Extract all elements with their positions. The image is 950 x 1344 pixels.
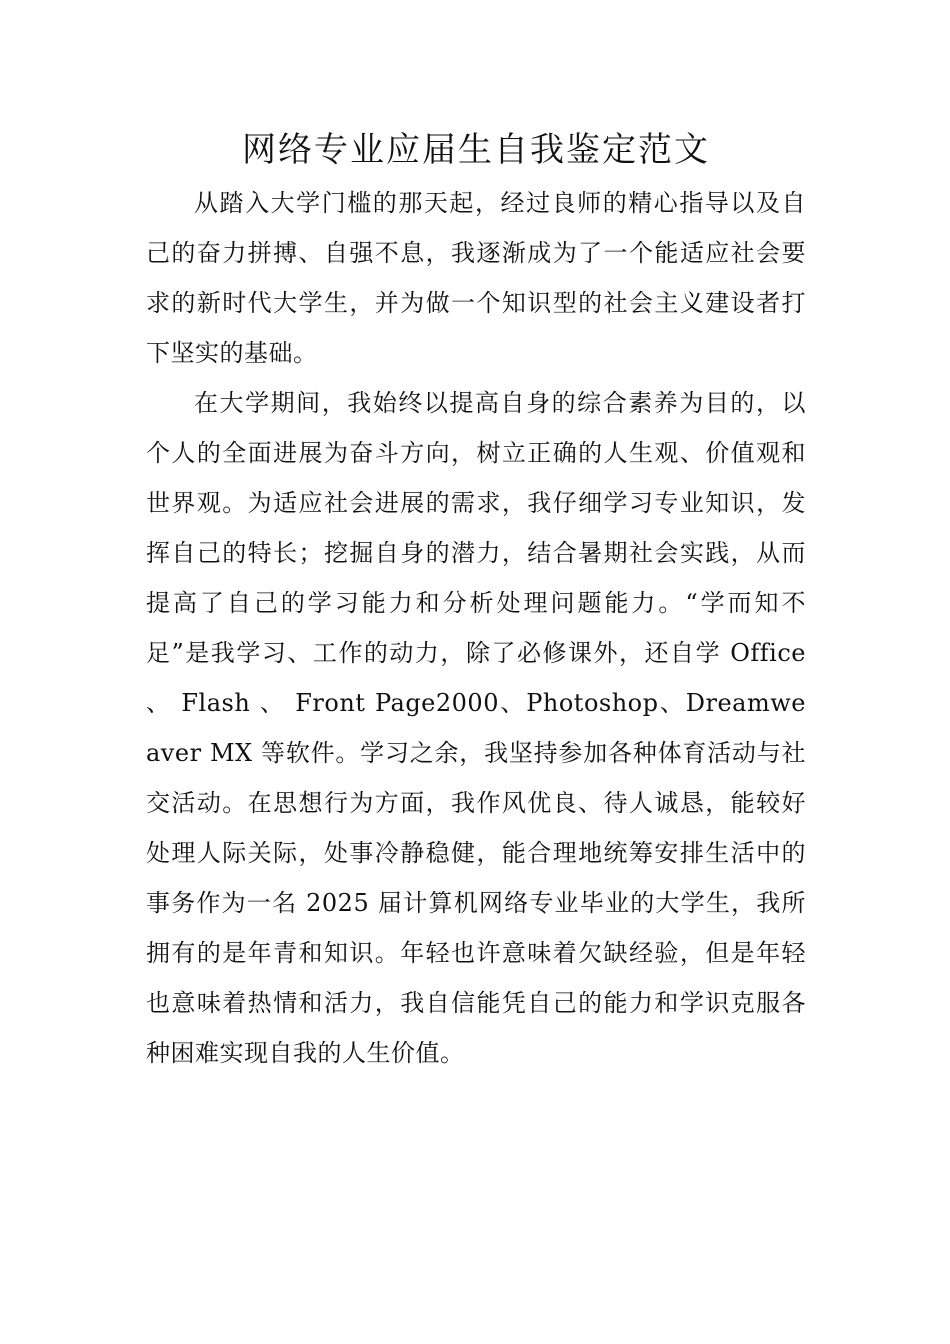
document-title: 网络专业应届生自我鉴定范文 [242, 130, 710, 170]
paragraph-intro: 从踏入大学门槛的那天起，经过良师的精心指导以及自己的奋力拼搏、自强不息，我逐渐成为了一个能适应社会要求的新时代大学生，并为做一个知识型的社会主义建设者打下坚实的基础。 [146, 189, 806, 367]
paragraph-university-period: 在大学期间，我始终以提高自身的综合素养为目的，以个人的全面进展为奋斗方向，树立正确的人生观、价值观和世界观。为适应社会进展的需求，我仔细学习专业知识，发挥自己的特长；挖掘自身的潜力，结合暑期社会实践，从而提高了自己的学习能力和分析处理问题能力。“学而知不足”是我学习、工作的动力，除了必修课外，还自学 Office 、 Flash 、 Front Page2000、Photoshop、Dreamweaver MX 等软件。学习之余，我坚持参加各种体育活动与社交活动。在思想行为方面，我作风优良、待人诚恳，能较好处理人际关际，处事冷静稳健，能合理地统筹安排生活中的事务作为一名 2025 届计算机网络专业毕业的大学生，我所拥有的是年青和知识。年轻也许意味着欠缺经验，但是年轻也意味着热情和活力，我自信能凭自己的能力和学识克服各种困难实现自我的人生价值。 [146, 389, 806, 1067]
document-body [146, 128, 806, 1078]
